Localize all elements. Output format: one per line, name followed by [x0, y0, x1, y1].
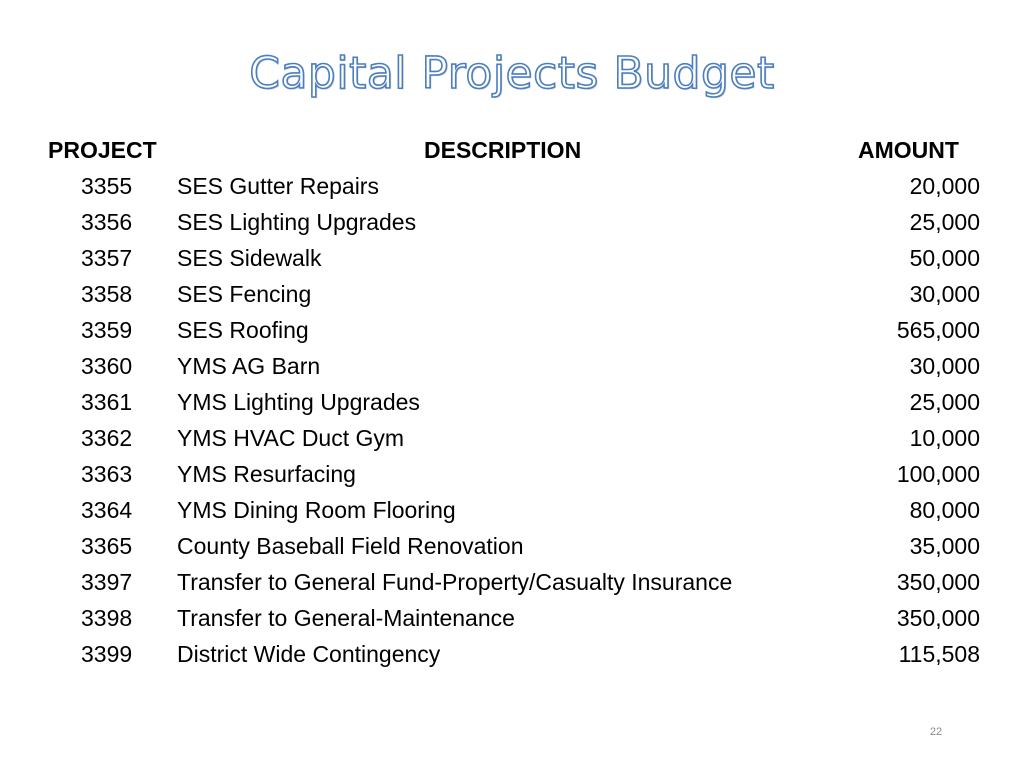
project-amount: 30,000 — [909, 281, 980, 307]
table-header-row — [0, 132, 1024, 168]
project-amount: 50,000 — [909, 245, 980, 271]
project-number: 3363 — [81, 461, 133, 487]
project-description: SES Lighting Upgrades — [177, 209, 417, 235]
project-description: YMS Dining Room Flooring — [177, 497, 456, 523]
table-row — [0, 168, 1024, 204]
project-amount: 35,000 — [909, 533, 980, 559]
project-number: 3362 — [81, 425, 133, 451]
project-description: Transfer to General Fund-Property/Casualty Insurance — [177, 569, 733, 595]
project-number: 3361 — [81, 389, 133, 415]
table-row — [0, 600, 1024, 636]
project-amount: 10,000 — [909, 425, 980, 451]
project-number: 3364 — [81, 497, 133, 523]
table-row — [0, 312, 1024, 348]
page-number: 22 — [929, 726, 943, 738]
project-number: 3358 — [81, 281, 133, 307]
table-row — [0, 420, 1024, 456]
project-amount: 25,000 — [909, 209, 980, 235]
project-description: SES Fencing — [177, 281, 312, 307]
project-amount: 25,000 — [909, 389, 980, 415]
table-row — [0, 492, 1024, 528]
table-row — [0, 528, 1024, 564]
project-column-header: PROJECT — [48, 137, 157, 163]
table-row — [0, 384, 1024, 420]
project-description: YMS Lighting Upgrades — [177, 389, 420, 415]
project-number: 3359 — [81, 317, 133, 343]
project-amount: 350,000 — [896, 569, 980, 595]
slide-title: Capital Projects Budget — [249, 48, 775, 99]
project-amount: 115,508 — [898, 641, 980, 667]
project-description: YMS AG Barn — [177, 353, 321, 379]
project-number: 3399 — [81, 641, 133, 667]
project-amount: 565,000 — [896, 317, 980, 343]
table-row — [0, 276, 1024, 312]
project-description: YMS HVAC Duct Gym — [177, 425, 405, 451]
project-number: 3365 — [81, 533, 133, 559]
project-amount: 100,000 — [896, 461, 980, 487]
project-description: YMS Resurfacing — [177, 461, 356, 487]
budget-table — [0, 132, 1024, 672]
project-number: 3398 — [81, 605, 133, 631]
project-amount: 350,000 — [896, 605, 980, 631]
amount-column-header: AMOUNT — [858, 137, 959, 163]
project-description: SES Gutter Repairs — [177, 173, 379, 199]
table-row — [0, 456, 1024, 492]
table-row — [0, 204, 1024, 240]
project-number: 3356 — [81, 209, 133, 235]
project-amount: 30,000 — [909, 353, 980, 379]
project-description: County Baseball Field Renovation — [177, 533, 524, 559]
project-amount: 80,000 — [909, 497, 980, 523]
project-amount: 20,000 — [909, 173, 980, 199]
project-description: District Wide Contingency — [177, 641, 441, 667]
project-description: SES Roofing — [177, 317, 309, 343]
project-description: SES Sidewalk — [177, 245, 322, 271]
project-number: 3355 — [81, 173, 133, 199]
description-column-header: DESCRIPTION — [424, 137, 582, 163]
project-number: 3397 — [81, 569, 133, 595]
table-row — [0, 240, 1024, 276]
project-description: Transfer to General-Maintenance — [177, 605, 515, 631]
table-row — [0, 348, 1024, 384]
project-number: 3360 — [81, 353, 133, 379]
project-number: 3357 — [81, 245, 133, 271]
table-row — [0, 564, 1024, 600]
table-row — [0, 636, 1024, 672]
